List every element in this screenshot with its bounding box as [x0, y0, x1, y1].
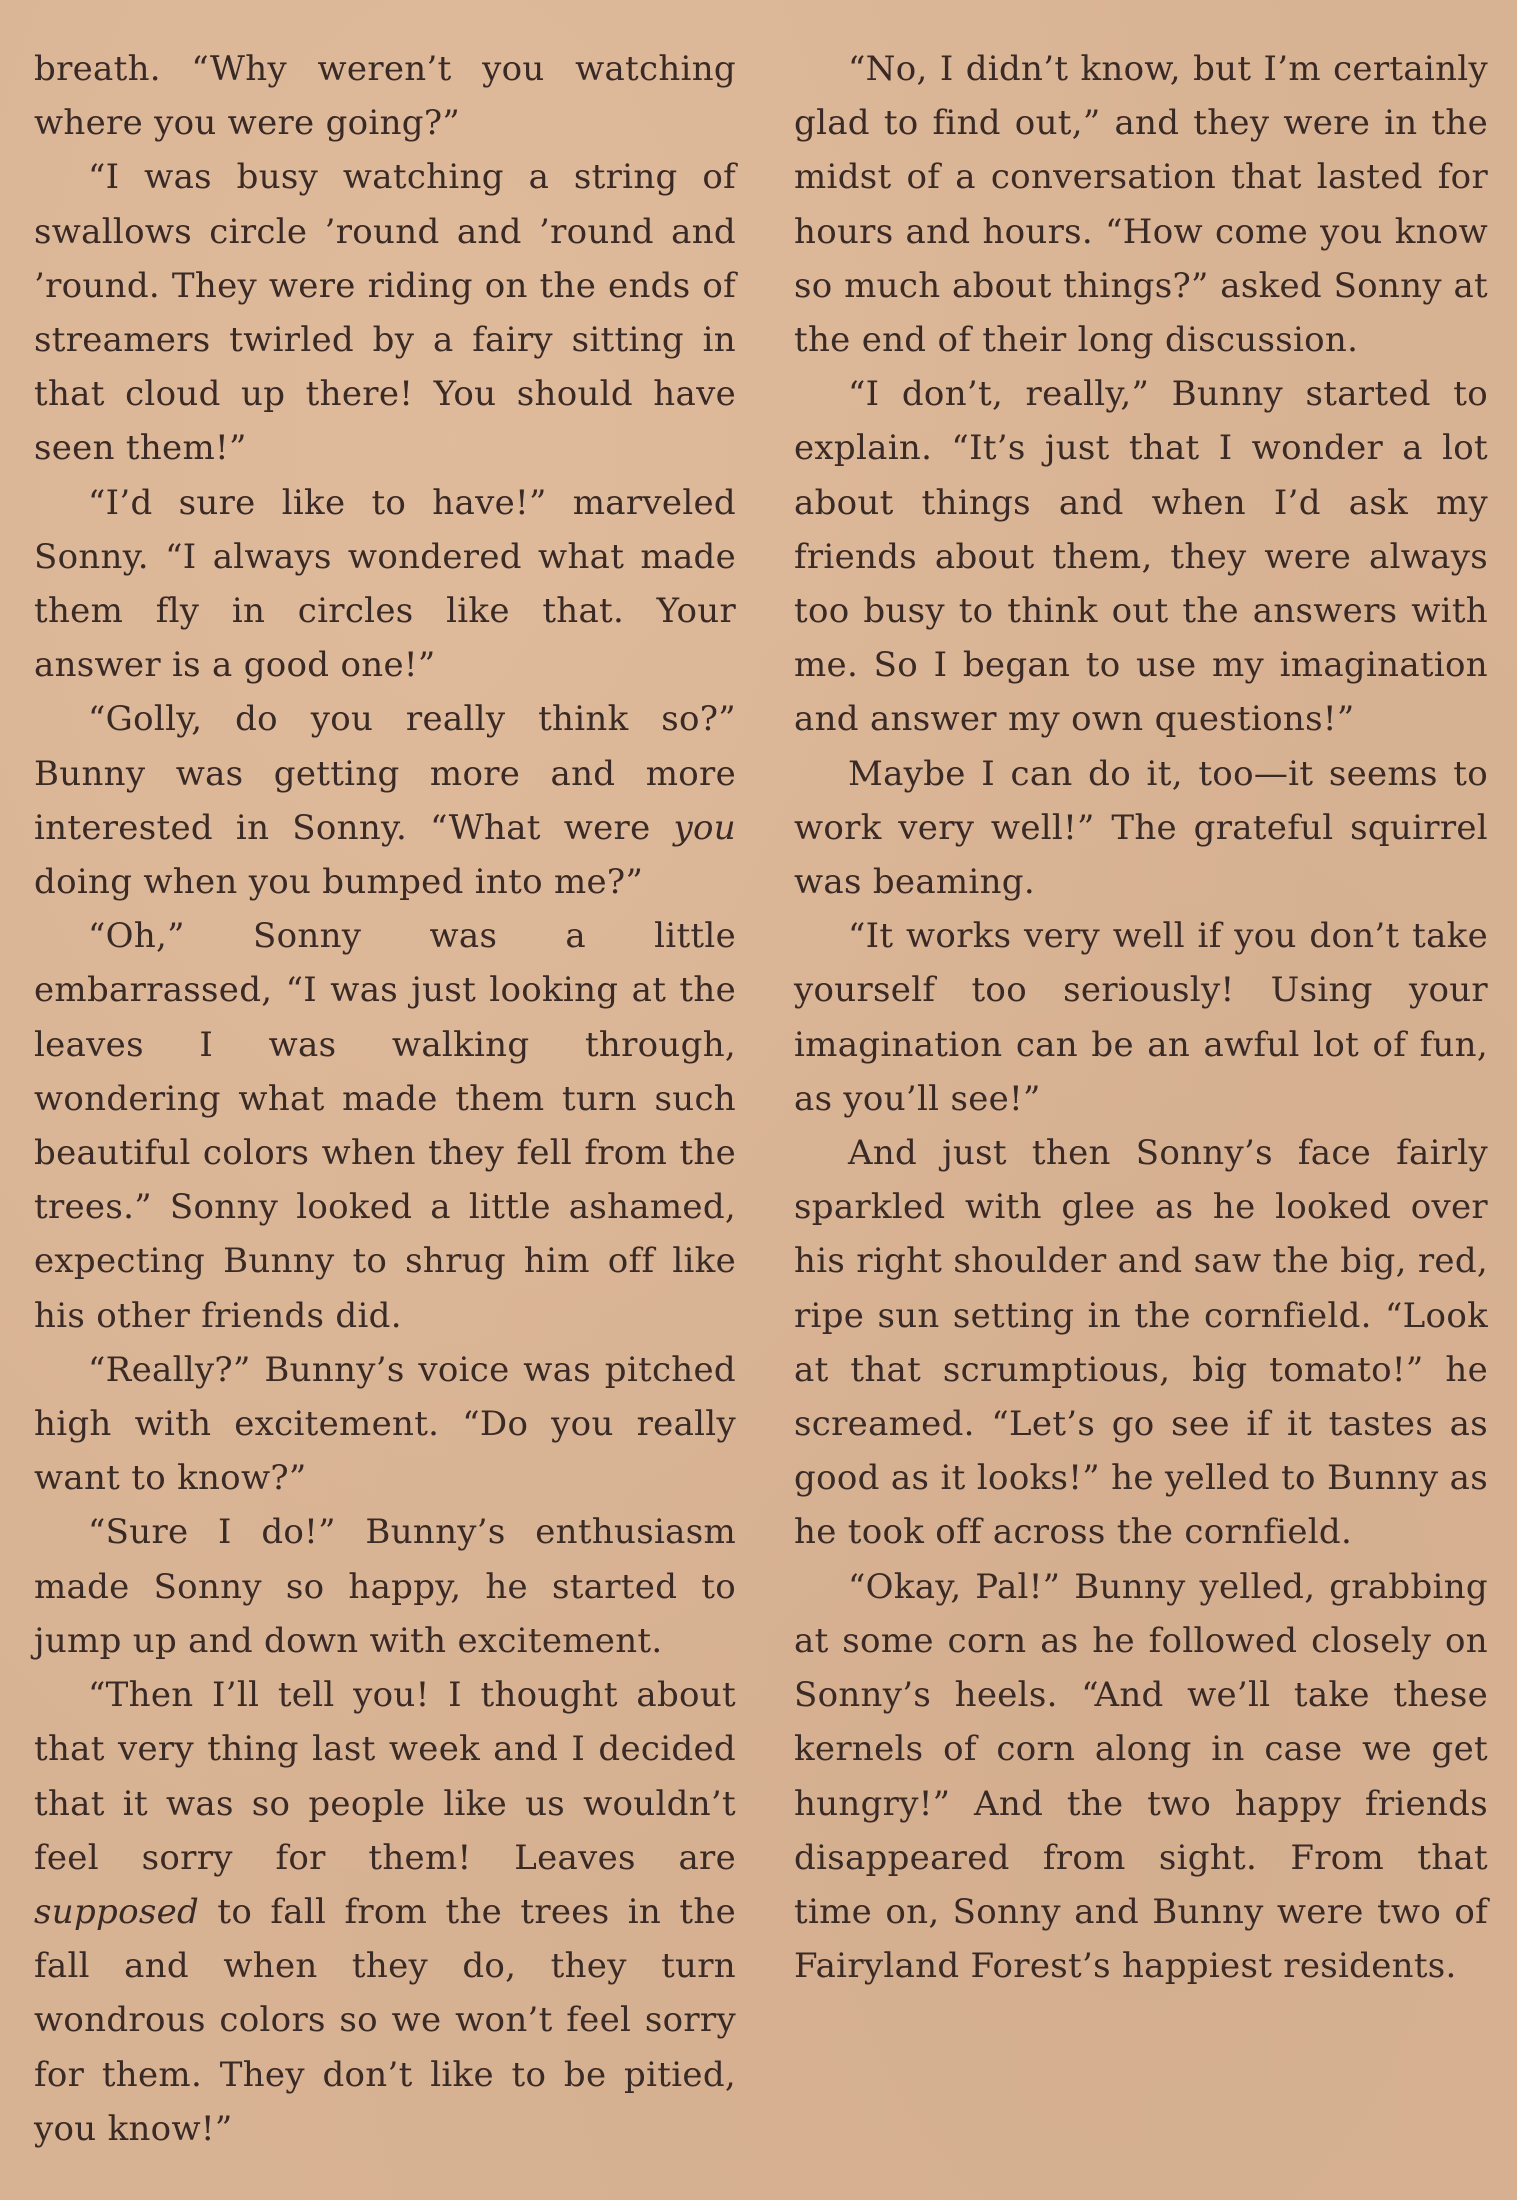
paragraph: Maybe I can do it, too—it seems to work very well!” The grateful squirrel was beaming.	[794, 753, 1488, 903]
paragraph: breath. “Why weren’t you watching where you were going?”	[34, 49, 736, 144]
paragraph: “Oh,” Sonny was a little embarrassed, “I was just looking at the leaves I was walking through, wondering what made them turn such beautiful colors when they fell from the trees.” Sonny looked a little ashamed, expecting Bunny to shrug him off like his other friends did.	[34, 916, 736, 1336]
left-column	[34, 42, 736, 2156]
paragraph: “Okay, Pal!” Bunny yelled, grabbing at some corn as he followed closely on Sonny’s heels. “And we’ll take these kernels of corn along in case we get hungry!” And the two happy friends disappeared from sight. From that time on, Sonny and Bunny were two of Fairyland Forest’s happiest residents.	[794, 1566, 1488, 1987]
paragraph: “No, I didn’t know, but I’m certainly glad to find out,” and they were in the midst of a conversation that lasted for hours and hours. “How come you know so much about things?” asked Sonny at the end of their long discussion.	[794, 49, 1488, 361]
paragraph: “I’d sure like to have!” marveled Sonny. “I always wondered what made them fly in circles like that. Your answer is a good one!”	[34, 482, 736, 686]
paragraph: “Golly, do you really think so?” Bunny was getting more and more interested in Sonny. “What were you doing when you bumped into me?”	[34, 699, 736, 903]
paragraph: “Really?” Bunny’s voice was pitched high with excitement. “Do you really want to know?”	[34, 1349, 736, 1499]
right-column	[794, 42, 1488, 1993]
paragraph: And just then Sonny’s face fairly sparkled with glee as he looked over his right shoulder and saw the big, red, ripe sun setting in the cornfield. “Look at that scrumptious, big tomato!” he screamed. “Let’s go see if it tastes as good as it looks!” he yelled to Bunny as he took off across the cornfield.	[794, 1133, 1488, 1553]
emphasis-text: you	[673, 807, 736, 848]
paragraph: “Sure I do!” Bunny’s enthusiasm made Sonny so happy, he started to jump up and down with excitement.	[34, 1512, 736, 1661]
paragraph: “I don’t, really,” Bunny started to explain. “It’s just that I wonder a lot about things and when I’d ask my friends about them, they were always too busy to think out the answers with me. So I began to use my imagination and answer my own questions!”	[794, 374, 1488, 740]
paragraph: “I was busy watching a string of swallows circle ’round and ’round and ’round. They were riding on the ends of streamers twirled by a fairy sitting in that cloud up there! You should have seen them!”	[34, 157, 736, 469]
paragraph: “It works very well if you don’t take yourself too seriously! Using your imagination can be an awful lot of fun, as you’ll see!”	[794, 916, 1488, 1119]
paragraph: “Then I’ll tell you! I thought about that very thing last week and I decided that it was so people like us wouldn’t feel sorry for them! Leaves are supposed to fall from the trees in the fall and when they do, they turn wondrous colors so we won’t feel sorry for them. They don’t like to be pitied, you know!”	[34, 1675, 736, 2149]
emphasis-text: supposed	[34, 1891, 200, 1932]
